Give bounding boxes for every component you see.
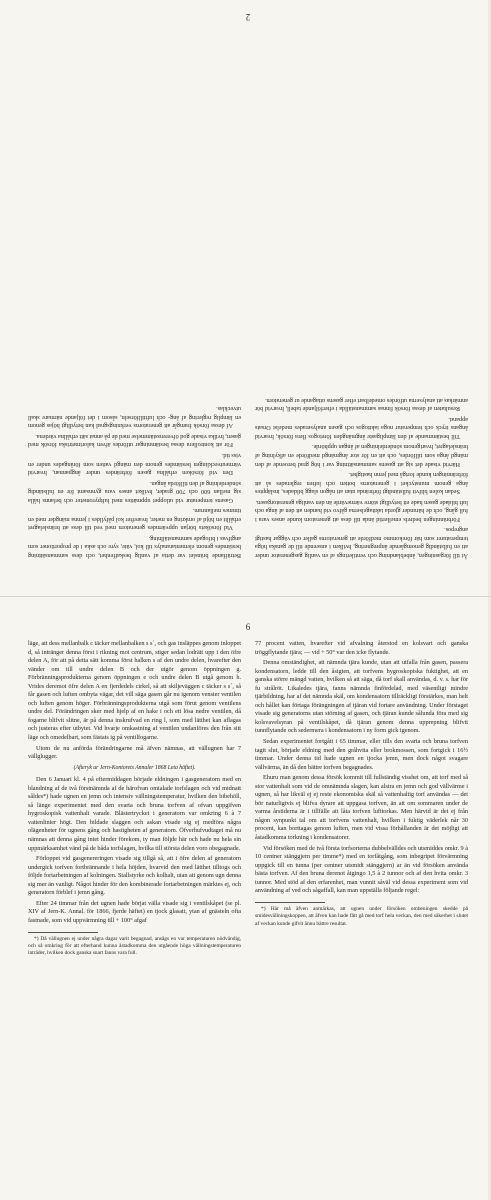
top-page-right-column: [28, 393, 241, 559]
paragraph: Härvid visade det sig att gasens sammansättning var i hög grad beroende af den mängd ånga som tillfördes, och att en för stor ångmängd medförde en afkylning af bränslelagret, hvarigenom sönderdelningen af ångan upphörde.: [255, 443, 468, 468]
paragraph: Sedan kolen blifvit fullständigt förbrända utan att någon slagg bildades, insläpptes ånga genom munstycket i generatorns botten och luften reglerades så att förbränningen kunde fortgå med jemn hastighet.: [255, 471, 468, 496]
paragraph: läge, att dess mellanbalk c täcker mellanbalken s s´, och gas insläppes genom inloppet d, så intränger denna först i rikning mot centrum, stiger sedan lodrätt upp i den öfre delen A, för att på detta sätt komma först halken s af den undre delen, hvarefter den vänder om till undre delen B och der utgör genom öppningen g. Förbränningsprodukterna genom öppningen e och undre delen B utgå genom h. Vrides deremot öfre delen A en fjerdedels cirkel, så att skiljeväggen c täcker s s´, så får gasen och luften ombyta vägar, det vill säga gasen går nu igenom venster ventilen och luften genom höger. Förbränningsprodukterna utgå som förut genom ventilens undre del. Förändringen sker med hjelp af en hake i och ett lösa nedre ventilen, då fogarne blifvit slitne, är på denna inskrufvad en ring l, som med lätthet kan aflagas och justeras efter utbytet. Vid hvarje omkastning af ventilen undanföres den från sitt läge och omedelbart, som fästats ig på ventilfogarne.: [28, 640, 241, 742]
paragraph: Vid försökets början uppvärmdes generatorn med ved till dess att bränslelagret erhållit en höjd af omkring en meter, hvarefter kol påfylldes i jemna mängder med en timmes mellanrum.: [28, 507, 241, 532]
paragraph: Sedan experimentet fortgått i 65 timmar, eller tills den svarta och bruna torfven tagit slut, började eldning med den gråhvita eller brokmossen, som fortgick i 16½ timmar. Under denna tid hade ugnen en tjocka jemn, men dock något svagare vällvärma, än då den bättre torfven begagnades.: [255, 738, 468, 771]
top-page-left-column: [255, 393, 468, 559]
footnote: *) Här må äfven anmärkas, att ugnen under försöken ombeningen skedde på smidesvällningskoppen, att äfven kan hade fått gå med torf hela veckan, den med säkerhet i slutet af veckan kunde gifvit ännu bättre resultat.: [255, 905, 468, 927]
paragraph: Förbränningen bedrefs emellertid ända till dess att generatorn kunde anses vara i full gång, och de härunder gjorda iakttagelserna gåfvo vid handen att den af ånga och luft bildade gasen hade ett betydligt större värmevärde än den vanliga generatorgasen.: [255, 498, 468, 523]
source-note: (Afteryk ur Jern-Kontorets Annaler 1868 Leta häftet).: [73, 764, 196, 771]
rotated-page-content: [22, 0, 474, 595]
upside-down-page: [22, 0, 474, 595]
bottom-page-left-column: [28, 640, 241, 960]
paragraph: Efter 24 timmar från det ugnen hade börjat välla visade sig i ventilskåpet (se pl. XIV af Jern-K. Annal. för 1866, fjerde häftet) en tjock glasatt, ytan af gnästeln ofta fastnade, som vid uppvärmning till + 100° afgaf: [28, 899, 241, 924]
paragraph: Vid försöken med de två förstа torfsorterna dubbelvälldes och utsmiddes omkr. 9 à 10 centner stänggjern per timme*) med en torfåtgång, som inbegripet förvärmning uppgick till en tunna (per centner utsmidt stänggjern) ar än vid försöken använda bästa torfven. Af den bruna derenot åtgingo 1,5 à 2 tunnor och af den hvita omkr. 3 tunnor. Med stöd af den erfarenhet, man vunnit såväl vid dessa experiment som vid användning af ved och sågaffall, kan man uppställa följande regel:: [255, 844, 468, 895]
bottom-page-right-column: [255, 640, 468, 960]
paragraph: Den 6 Januari kl. 4 på eftermiddagen började eldningen i gasgeneratorn med en blandning af de två förstnämnda af de härofvan omtalade torfslagen och vid midnatt såldes*) hade ugnen en jemn och intensiv vällningstemperatur, hvilken den bibehöll, så länge experimentet med den svarta och brunа torfven af ofvan uppgifven hygroskopisk vattenhalt varade. Blästertrycket i generatorn var omkring 6 à 7 vattenlinier högt. Den bildade slaggen och askan visade sig ej medföra några olägenheter för ugnens gång och hastigheten af generatorn. Öfverhufvudtaget må nu nämnas att denna gång intet hinder förekom, ty man följde här och hade nu hela sin uppmärksamhet vänd på de båda torfslagen, hvilka till största delen voro obegagnade.: [28, 776, 241, 852]
paragraph: Resultaten af dessa försök finnas sammanställda i efterföljande tabell, hvarvid bör anmärkas att analyserna utfördes omedelbart efter gasens uttagande ur generatorn.: [255, 396, 468, 413]
bottom-page-columns: [28, 640, 468, 960]
paragraph: För att kontrollera dessa bestämningar utfördes äfven kalorimetriska försök med gasen, hvilka visade god öfverensstämmelse med de på annat sätt erhållna värdena.: [28, 432, 241, 449]
page-number-bottom: 6: [245, 622, 251, 632]
paragraph: Beträffande bränslet var detta af vanlig beskaffenhet, och dess sammansättning bestämdes genom elementaranalys till kol, väte, syre och aska i de proportioner som angifvas i bifogade sammanställning.: [28, 534, 241, 559]
footnote-rule: [28, 932, 98, 933]
paragraph: 77 procent vatten, hvarefter vid afvalning återstod en kolsvart och ganska tröggflytande tjära; — vid + 50° var den icke flytande.: [255, 640, 468, 656]
paragraph: Den vid försöken erhållna gasen förbrändes under ångpannan, hvarvid värmeutvecklingen bestämdes genom den mängd vatten som förångades under en viss tid.: [28, 451, 241, 477]
paragraph: Åt till förgasningen, ånbeblandning och ventilerings af en vanlig gasgenerator under att en fullständig genomgående ånpregnering, hvilken i anseende till de ganska höga temperaturer som här förekommo medförde att generatorns galler och väggar hastigt angrepos.: [255, 526, 468, 559]
paragraph: Till bestämmande af den lämpligaste ångmängden företogos flera försök, hvarvid ångans tryck och temperatur noga iakttogos och gasen analyserades medelst Orsats apparat.: [255, 415, 468, 440]
upright-page: [22, 600, 474, 1198]
paragraph: Utom de nu anförda förändringarne må äfven nämnas, att vällugnen har 7 vällglugger.: [28, 744, 241, 761]
paragraph: Gasens temperatur vid utloppet uppmättes med luftpyrometer och befanns hålla sig mellan 600 och 700 grader, hvilket anses vara gynnsamt för en fullständig sönderdelning af den tillförda ångan.: [28, 479, 241, 504]
paragraph: Af dessa försök framgår att generatorns verkningsgrad kan betydligt höjas genom en lämplig reglering af ång- och lufttillförseln, såsom i det följande närmare skall utvecklas.: [28, 405, 241, 430]
footnote: *) Då vällugnen ej under några dagar varit begagnad, ansågs en var temperaturen nödvändig, och så omkring för att efterhand kunna åstadkomma den utgående höga vällningstemperaturen inträder, hvilken dock ganska snart fanns vara full.: [28, 935, 241, 957]
paragraph: Förloppet vid gasgenereringen visade sig tillgå så, att i öfre delen af generatorn undergick torfven fortbrännande i hela höjden, hvarvid den med lätthet tilltogs och följde fortarbetningen af kolningen. Stallstyrke och kolhalt, utan att genom ugn denna sig mer än vanligt. Något hinder för den kombinerade fortarbetningen märktes ej, och generatorn förblef i jemn gång.: [28, 855, 241, 897]
page-number-top: 2: [245, 12, 251, 22]
footnote-rule: [255, 902, 325, 903]
paragraph: Ehuru man genom dessa försök kommit till fullständig visshet om, att torf med så stor vattenhalt som vid de omnämnda slagen, kan alstra en jemn och god vällvärme i ugnen, så har likväl ej ej reste ekonomiska skäl så vattenhaltig torf användas — det bör naturligtvis ej blifva dyrare att uppgasa torfven, än att om sommaren under de varma årstiderna är i tillfälle att låta torfven lufttorkas. Men härvid är det ej från någon synpunkt tal om att torfvens vattenhalt, hvilken i fuktig väderlek når 30 procent, kan borttagas genom luften, men vid vissa förhållanden är det möjligt att åstadkomma torkning i kondensatorer.: [255, 774, 468, 842]
paragraph: Denna omständighet, att nämnda tjära kunde, utan att utfalla från gasen, passera kondensatorn, ledde till den åsigten, att torfvens hygroskopiska fuktighet, att en ganska större mängd vatten, hvilken så att säga, då torf skall användas, d. v. s. har för fu strålröt. Likaledes tjära, fanns nämnda finfördelad, med väsentligt mindre tjärbildning, har af det nämnda skäl, om kondensatorn tillräckligt förstärkes, man helt och hållet kan förtaga förängningen af tjäran vid fortare användning. Under förstaget visade sig generatorns utan störning af gasen, och tjäran kunde sålunda föra med sig kolsvavelsyran på ventilskåpet, då tjäran genom denna upprepning blifvit tunnflytande och sedermera i kondensatorn i ny form gick igenom.: [255, 659, 468, 735]
page-divider: [0, 596, 491, 597]
top-page-columns: [28, 393, 468, 559]
